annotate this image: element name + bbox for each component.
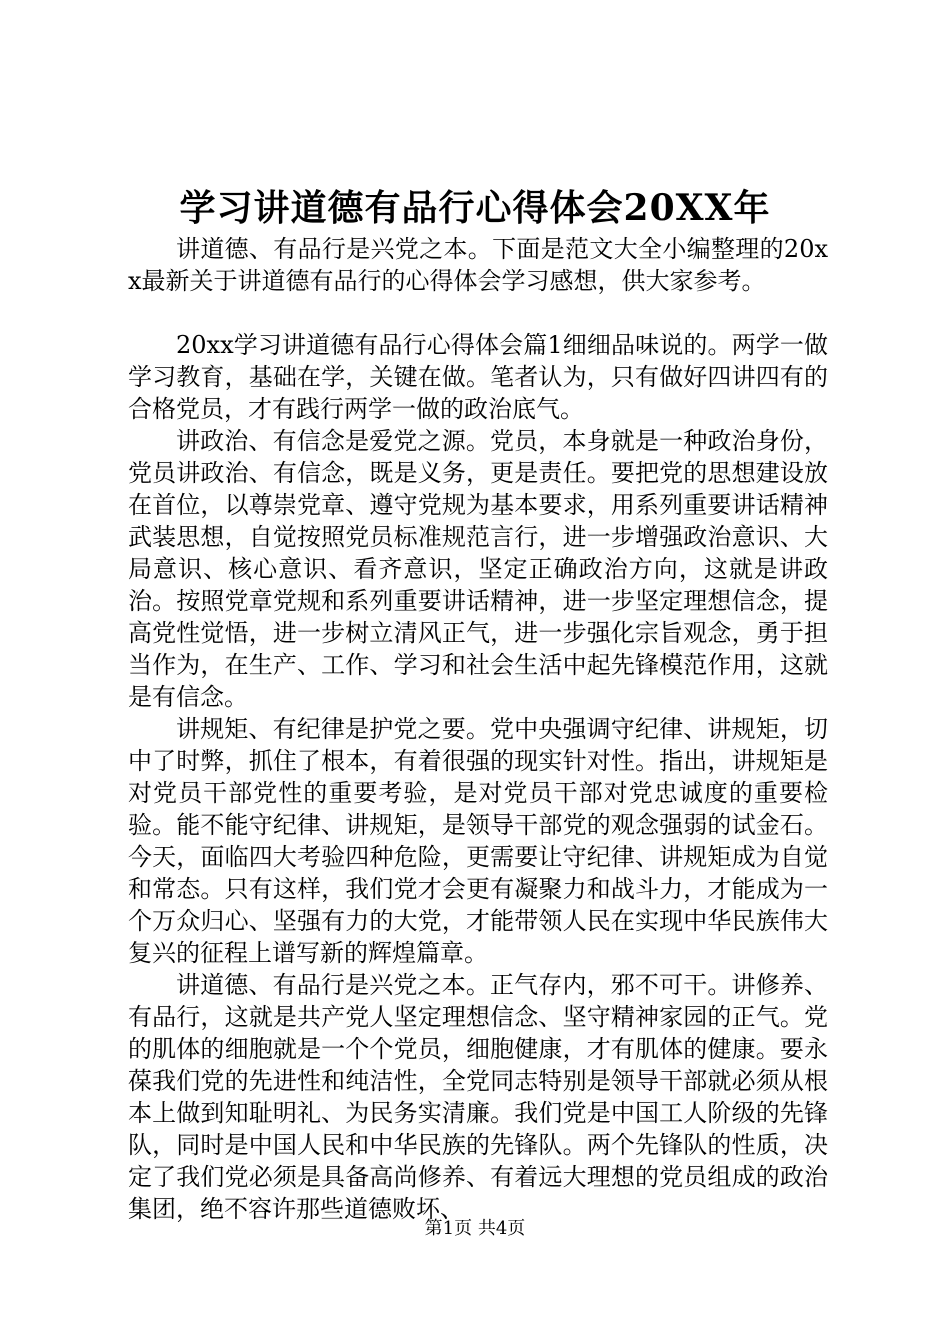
document-body <box>128 233 828 1225</box>
page-footer: 第1页 共4页 <box>424 1218 526 1239</box>
paragraph-article-opening: 20xx学习讲道德有品行心得体会篇1细细品味说的。两学一做学习教育，基础在学，关键在做。笔者认为，只有做好四讲四有的合格党员，才有践行两学一做的政治底气。 <box>128 331 828 423</box>
paragraph-politics-belief: 讲政治、有信念是爱党之源。党员，本身就是一种政治身份，党员讲政治、有信念，既是义务，更是责任。要把党的思想建设放在首位，以尊崇党章、遵守党规为基本要求，用系列重要讲话精神武装思想，自觉按照党员标准规范言行，进一步增强政治意识、大局意识、核心意识、看齐意识，坚定正确政治方向，这就是讲政治。按照党章党规和系列重要讲话精神，进一步坚定理想信念，提高党性觉悟，进一步树立清风正气，进一步强化宗旨观念，勇于担当作为，在生产、工作、学习和社会生活中起先锋模范作用，这就是有信念。 <box>128 427 828 711</box>
page-title: 学习讲道德有品行心得体会20XX年 <box>179 187 771 229</box>
paragraph-morality-conduct: 讲道德、有品行是兴党之本。正气存内，邪不可干。讲修养、有品行，这就是共产党人坚定理想信念、坚守精神家园的正气。党的肌体的细胞就是一个个党员，细胞健康，才有肌体的健康。要永葆我们党的先进性和纯洁性，全党同志特别是领导干部就必须从根本上做到知耻明礼、为民务实清廉。我们党是中国工人阶级的先锋队，同时是中国人民和中华民族的先锋队。两个先锋队的性质，决定了我们党必须是具备高尚修养、有着远大理想的党员组成的政治集团，绝不容许那些道德败坏、 <box>128 971 828 1223</box>
paragraph-intro: 讲道德、有品行是兴党之本。下面是范文大全小编整理的20xx最新关于讲道德有品行的心得体会学习感想，供大家参考。 <box>128 235 828 295</box>
paragraph-rules-discipline: 讲规矩、有纪律是护党之要。党中央强调守纪律、讲规矩，切中了时弊，抓住了根本，有着很强的现实针对性。指出，讲规矩是对党员干部党性的重要考验，是对党员干部对党忠诚度的重要检验。能不能守纪律、讲规矩，是领导干部党的观念强弱的试金石。今天，面临四大考验四种危险，更需要让守纪律、讲规矩成为自觉和常态。只有这样，我们党才会更有凝聚力和战斗力，才能成为一个万众归心、坚强有力的大党，才能带领人民在实现中华民族伟大复兴的征程上谱写新的辉煌篇章。 <box>128 715 828 967</box>
